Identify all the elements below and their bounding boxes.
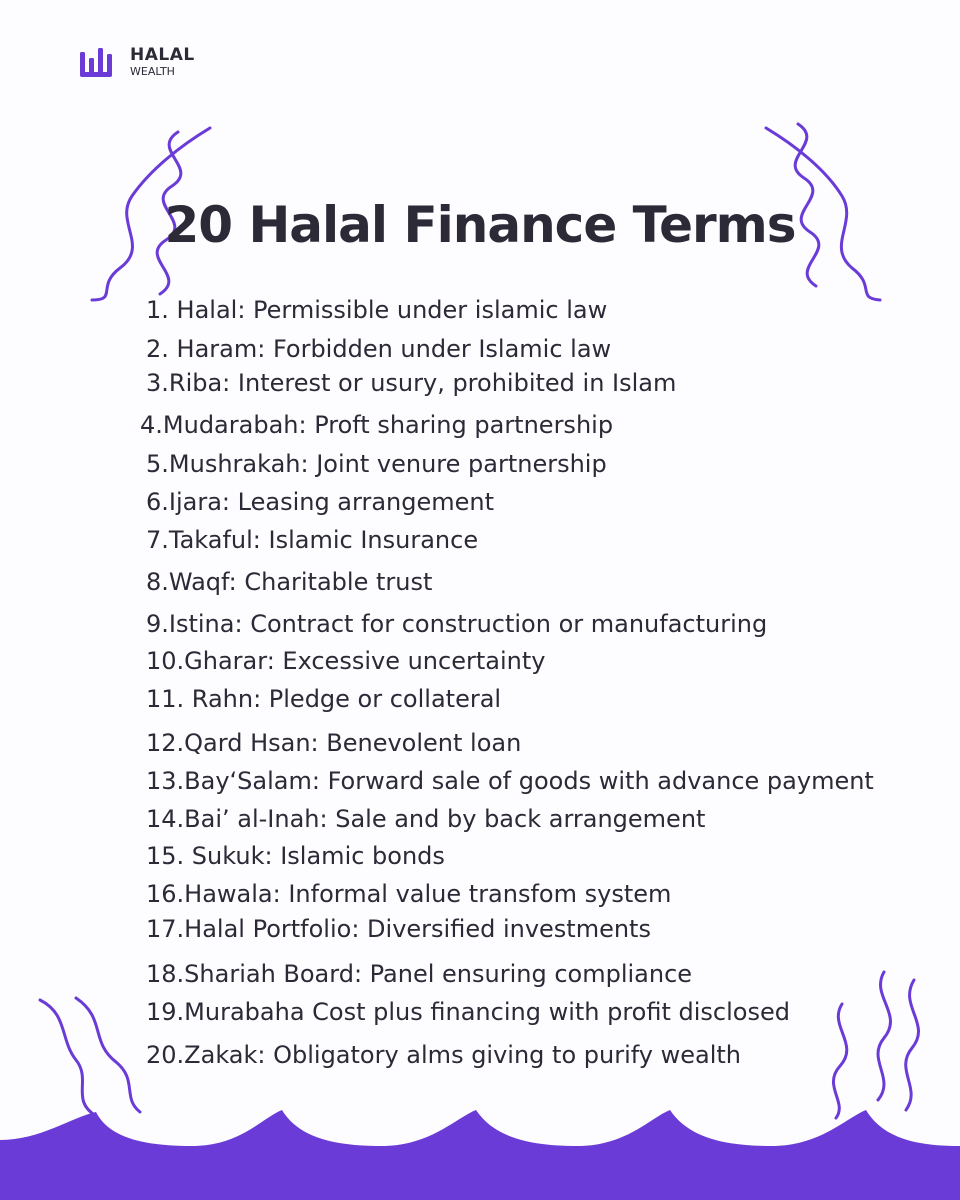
- term-item: 6.Ijara: Leasing arrangement: [146, 488, 495, 516]
- term-item: 1. Halal: Permissible under islamic law: [146, 296, 608, 324]
- term-item: 15. Sukuk: Islamic bonds: [146, 842, 445, 870]
- term-item: 18.Shariah Board: Panel ensuring compliance: [146, 960, 693, 988]
- term-item: 11. Rahn: Pledge or collateral: [146, 685, 502, 713]
- page-title: 20 Halal Finance Terms: [164, 196, 796, 254]
- term-item: 16.Hawala: Informal value transfom system: [146, 880, 672, 908]
- brand-name: HALAL: [130, 45, 195, 65]
- term-item: 19.Murabaha Cost plus financing with profit disclosed: [146, 998, 790, 1026]
- term-item: 7.Takaful: Islamic Insurance: [146, 526, 479, 554]
- term-item: 17.Halal Portfolio: Diversified investments: [146, 915, 651, 943]
- term-item: 13.Bay‘Salam: Forward sale of goods with advance payment: [146, 767, 874, 795]
- term-item: 14.Bai’ al-Inah: Sale and by back arrangement: [146, 805, 706, 833]
- brand-subtitle: WEALTH: [130, 65, 175, 78]
- term-item: 8.Waqf: Charitable trust: [146, 568, 433, 596]
- term-item: 5.Mushrakah: Joint venure partnership: [146, 450, 607, 478]
- term-item: 12.Qard Hsan: Benevolent loan: [146, 729, 522, 757]
- term-item: 3.Riba: Interest or usury, prohibited in Islam: [146, 369, 677, 397]
- term-item: 20.Zakak: Obligatory alms giving to purify wealth: [146, 1041, 741, 1069]
- term-item: 10.Gharar: Excessive uncertainty: [146, 647, 546, 675]
- term-item: 2. Haram: Forbidden under Islamic law: [146, 335, 612, 363]
- term-item: 9.Istina: Contract for construction or manufacturing: [146, 610, 768, 638]
- term-item: 4.Mudarabah: Proft sharing partnership: [140, 411, 614, 439]
